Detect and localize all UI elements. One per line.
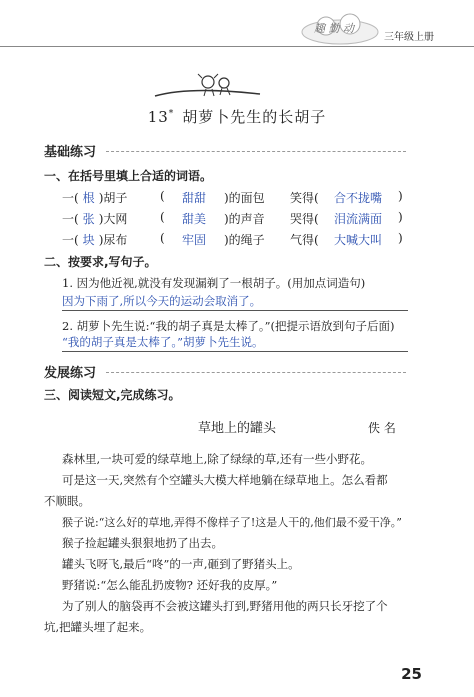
q1-answer: 块 — [82, 233, 95, 247]
passage-line: 猴子捡起罐头狠狠地扔了出去。 — [62, 536, 223, 550]
passage-line: 为了别人的脑袋再不会被这罐头打到,野猪用他的两只长牙挖了个 — [62, 599, 388, 613]
q2-sentence2-answer: “我的胡子真是太棒了。”胡萝卜先生说。 — [62, 335, 264, 349]
q1-answer: 合不拢嘴 — [334, 191, 383, 205]
passage-line: 可是这一天,突然有个空罐头大模大样地躺在绿草地上。怎么看都 — [62, 473, 388, 487]
q1-row: 一( 张 )大网 — [62, 212, 128, 226]
header-logo — [300, 12, 380, 46]
passage-line: 坑,把罐头埋了起来。 — [44, 620, 152, 634]
section-basic-divider — [106, 151, 406, 152]
section-develop-title: 发展练习 — [44, 366, 97, 381]
answer-line — [62, 310, 408, 311]
lesson-title-text: 胡萝卜先生的长胡子 — [182, 108, 327, 126]
q1-answer: 牢固 — [182, 233, 207, 247]
section-develop-divider — [106, 372, 406, 373]
passage-line: 野猪说:“怎么能乱扔废物? 还好我的皮厚。” — [62, 578, 278, 592]
q1-answer: 泪流满面 — [334, 212, 383, 226]
passage-title: 草地上的罐头 — [197, 421, 276, 436]
title-illustration — [150, 72, 270, 102]
passage-line: 罐头飞呀飞,最后“咚”的一声,砸到了野猪头上。 — [62, 557, 300, 571]
q2-sentence2-prompt: 2. 胡萝卜先生说:“我的胡子真是太棒了。”(把提示语放到句子后面) — [62, 319, 395, 333]
q1-row: 一( 块 )尿布 — [62, 233, 128, 247]
q2-title: 二、按要求,写句子。 — [44, 255, 157, 269]
q1-answer: 根 — [82, 191, 95, 205]
q1-answer: 甜甜 — [182, 191, 207, 205]
passage-line: 猴子说:“这么好的草地,弄得不像样子了!这是人干的,他们最不爱干净。” — [62, 516, 402, 529]
q1-row: 一( 根 )胡子 — [62, 191, 128, 205]
q2-sentence1-prompt: 1. 因为他近视,就没有发现漏剃了一根胡子。(用加点词造句) — [62, 276, 366, 290]
q1-title: 一、在括号里填上合适的词语。 — [44, 169, 213, 183]
kids-drawing-icon — [150, 72, 270, 102]
q1-answer: 甜美 — [182, 212, 207, 226]
q3-title: 三、阅读短文,完成练习。 — [44, 388, 181, 402]
section-basic-title: 基础练习 — [44, 145, 97, 160]
q1-answer: 张 — [82, 212, 95, 226]
lesson-title: 13* 胡萝卜先生的长胡子 — [147, 108, 327, 126]
q2-sentence1-answer: 因为下雨了,所以今天的运动会取消了。 — [62, 294, 262, 308]
page-number: 25 — [401, 665, 422, 683]
lesson-number: 13 — [147, 108, 169, 126]
passage-line: 森林里,一块可爱的绿草地上,除了绿绿的草,还有一些小野花。 — [62, 452, 372, 466]
grade-label: 三年级上册 — [384, 32, 434, 43]
logo-text: 趣 勤 动 — [314, 22, 354, 35]
header-divider — [0, 46, 474, 47]
answer-line — [62, 351, 408, 352]
passage-line: 不顺眼。 — [44, 494, 90, 508]
passage-author: 佚 名 — [368, 421, 396, 435]
q1-answer: 大喊大叫 — [334, 233, 383, 247]
